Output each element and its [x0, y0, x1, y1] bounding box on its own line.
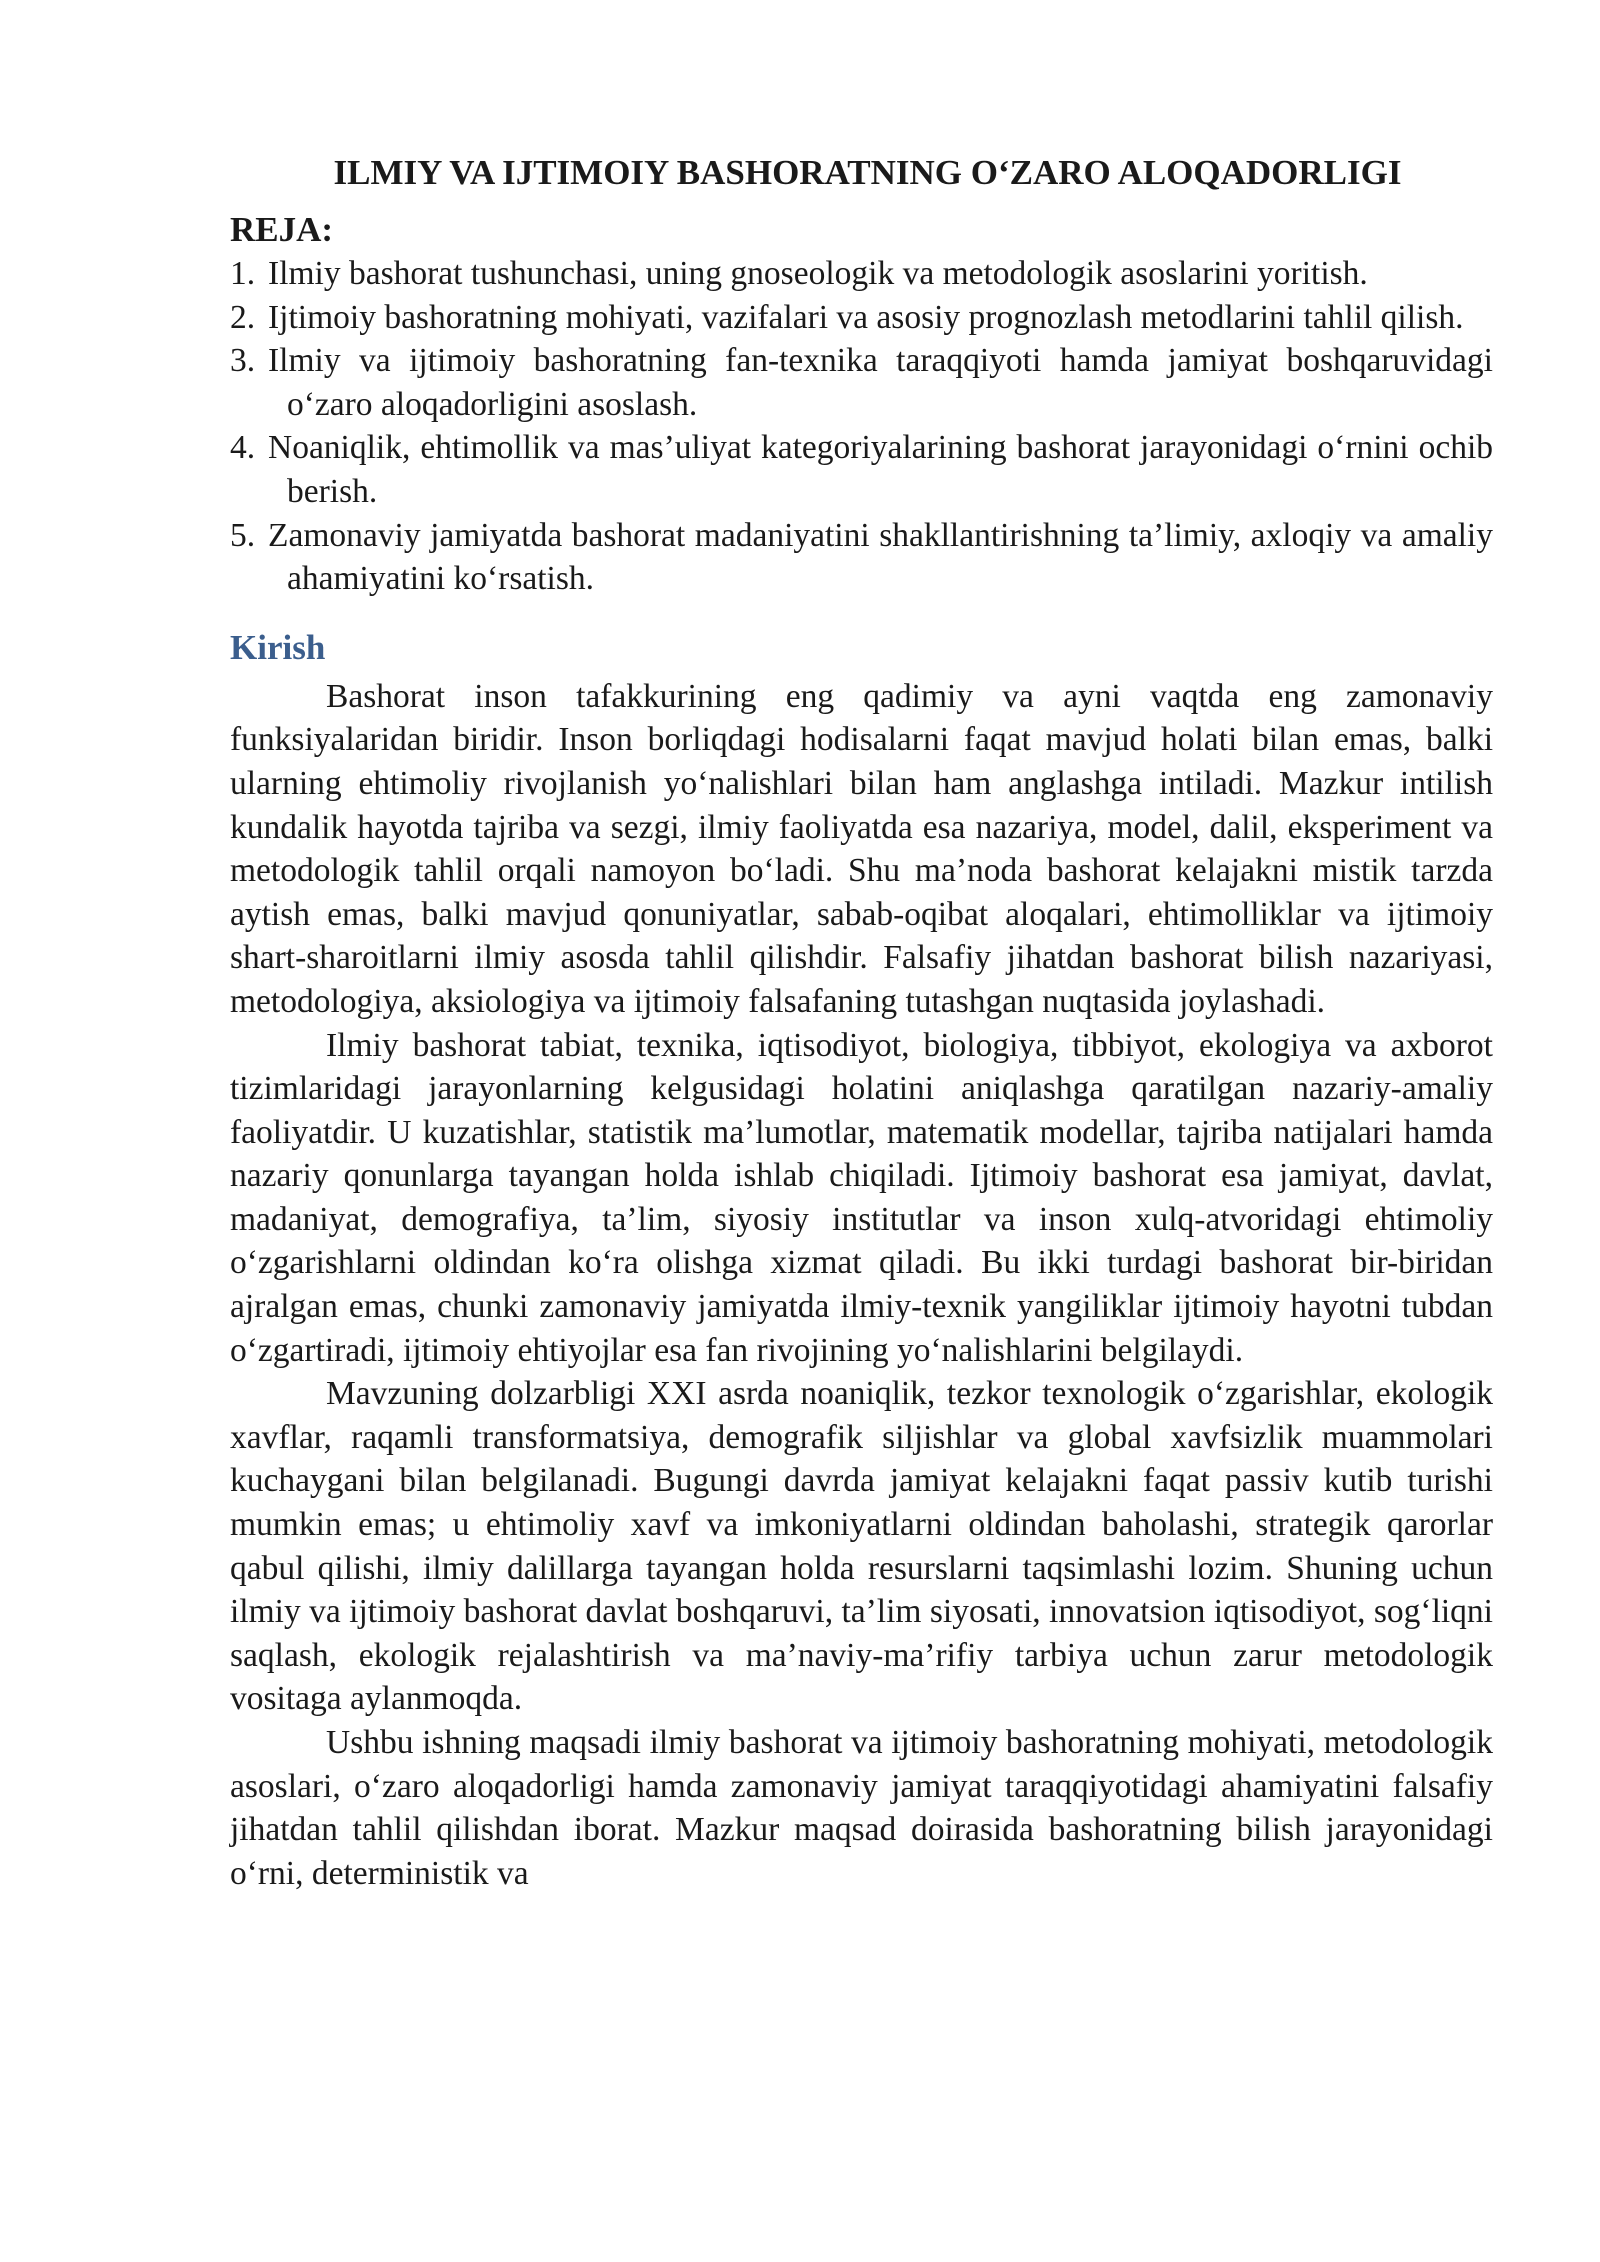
- body-paragraph: Ilmiy bashorat tabiat, texnika, iqtisodiyot, biologiya, tibbiyot, ekologiya va axborot tizimlaridagi jarayonlarning kelgusidagi holatini aniqlashga qaratilgan nazariy-amaliy faoliyatdir. U kuzatishlar, statistik ma’lumotlar, matematik modellar, tajriba natijalari hamda nazariy qonunlarga tayangan holda ishlab chiqiladi. Ijtimoiy bashorat esa jamiyat, davlat, madaniyat, demografiya, ta’lim, siyosiy institutlar va inson xulq-atvoridagi ehtimoliy o‘zgarishlarni oldindan ko‘ra olishga xizmat qiladi. Bu ikki turdagi bashorat bir-biridan ajralgan emas, chunki zamonaviy jamiyatda ilmiy-texnik yangiliklar ijtimoiy hayotni tubdan o‘zgartiradi, ijtimoiy ehtiyojlar esa fan rivojining yo‘nalishlarini belgilaydi.: [230, 1026, 1493, 1369]
- plan-heading: REJA:: [230, 210, 334, 249]
- plan-item-number: 4.: [230, 429, 256, 467]
- plan-item-number: 3.: [230, 342, 256, 380]
- body-paragraph: Ushbu ishning maqsadi ilmiy bashorat va ijtimoiy bashoratning mohiyati, metodologik asoslari, o‘zaro aloqadorligi hamda zamonaviy jamiyat taraqqiyotidagi ahamiyatini falsafiy jihatdan tahlil qilishdan iborat. Mazkur maqsad doirasida bashoratning bilish jarayonidagi o‘rni, deterministik va: [230, 1724, 1493, 1892]
- plan-item-text: Ijtimoiy bashoratning mohiyati, vazifalari va asosiy prognozlash metodlarini tahlil qilish.: [268, 298, 1464, 336]
- plan-item: [230, 252, 1493, 296]
- plan-item-text: Ilmiy bashorat tushunchasi, uning gnoseologik va metodologik asoslarini yoritish.: [268, 255, 1368, 292]
- plan-item: [230, 296, 1493, 340]
- plan-item: [230, 339, 1493, 426]
- plan-item: [230, 514, 1493, 601]
- plan-item: [230, 426, 1493, 513]
- plan-item-number: 2.: [230, 298, 256, 336]
- body-paragraph: Bashorat inson tafakkurining eng qadimiy va ayni vaqtda eng zamonaviy funksiyalaridan biridir. Inson borliqdagi hodisalarni faqat mavjud holati bilan emas, balki ularning ehtimoliy rivojlanish yo‘nalishlari bilan ham anglashga intiladi. Mazkur intilish kundalik hayotda tajriba va sezgi, ilmiy faoliyatda esa nazariya, model, dalil, eksperiment va metodologik tahlil orqali namoyon bo‘ladi. Shu ma’noda bashorat kelajakni mistik tarzda aytish emas, balki mavjud qonuniyatlar, sabab-oqibat aloqalari, ehtimolliklar va ijtimoiy shart-sharoitlarni ilmiy asosda tahlil qilishdir. Falsafiy jihatdan bashorat bilish nazariyasi, metodologiya, aksiologiya va ijtimoiy falsafaning tutashgan nuqtasida joylashadi.: [230, 677, 1493, 1020]
- plan-list: [230, 252, 1493, 601]
- document-title: ILMIY VA IJTIMOIY BASHORATNING O‘ZARO ALOQADORLIGI: [333, 153, 1402, 192]
- plan-item-text: Ilmiy va ijtimoiy bashoratning fan-texnika taraqqiyoti hamda jamiyat boshqaruvidagi o‘zaro aloqadorligini asoslash.: [268, 342, 1493, 423]
- intro-heading: Kirish: [230, 627, 326, 667]
- plan-item-number: 5.: [230, 516, 256, 554]
- plan-item-text: Noaniqlik, ehtimollik va mas’uliyat kategoriyalarining bashorat jarayonidagi o‘rnini ochib berish.: [268, 429, 1493, 510]
- plan-item-text: Zamonaviy jamiyatda bashorat madaniyatini shakllantirishning ta’limiy, axloqiy va amaliy ahamiyatini ko‘rsatish.: [268, 516, 1493, 598]
- plan-item-number: 1.: [230, 255, 256, 292]
- body-paragraph: Mavzuning dolzarbligi XXI asrda noaniqlik, tezkor texnologik o‘zgarishlar, ekologik xavflar, raqamli transformatsiya, demografik siljishlar va global xavfsizlik muammolari kuchaygani bilan belgilanadi. Bugungi davrda jamiyat kelajakni faqat passiv kutib turishi mumkin emas; u ehtimoliy xavf va imkoniyatlarni oldindan baholashi, strategik qarorlar qabul qilishi, ilmiy dalillarga tayangan holda resurslarni taqsimlashi lozim. Shuning uchun ilmiy va ijtimoiy bashorat davlat boshqaruvi, ta’lim siyosati, innovatsion iqtisodiyot, sog‘liqni saqlash, ekologik rejalashtirish va ma’naviy-ma’rifiy tarbiya uchun zarur metodologik vositaga aylanmoqda.: [230, 1375, 1493, 1718]
